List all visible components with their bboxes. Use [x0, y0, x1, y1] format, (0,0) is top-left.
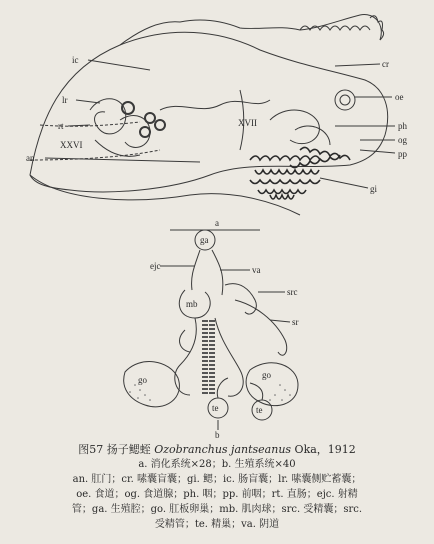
caption-line-3: an. 肛门；cr. 嗉囊盲囊；gi. 鳃；ic. 肠盲囊；lr. 嗉囊侧贮蓄囊； [72, 474, 362, 485]
label-go-left: go [138, 375, 147, 385]
digestive-system-drawing [30, 15, 395, 215]
caption-title-latin: Ozobranchus jantseanus [154, 443, 292, 456]
label-ejc: ejc [150, 261, 161, 271]
label-ph: ph [398, 121, 407, 131]
caption-line-4: oe. 食道；og. 食道腺；ph. 咽；pp. 前咽；rt. 直肠；ejc. 射精 [76, 489, 358, 500]
caption-line-2: a. 消化系统×28；b. 生殖系统×40 [138, 459, 296, 470]
label-xxvi: XXVI [60, 140, 83, 150]
panel-a-label: a [215, 218, 219, 228]
panel-b-label: b [215, 430, 220, 440]
label-cr: cr [382, 59, 389, 69]
label-og: og [398, 135, 407, 145]
label-lr: lr [62, 95, 68, 105]
label-va: va [252, 265, 261, 275]
label-te-right: te [256, 405, 263, 415]
label-gi: gi [370, 184, 378, 194]
label-sr: sr [292, 317, 299, 327]
label-mb: mb [186, 299, 198, 309]
label-xvii: XVII [238, 118, 257, 128]
label-pp: pp [398, 149, 407, 159]
caption-title-suffix: Oka，1912 [291, 443, 356, 456]
label-an: an [26, 153, 35, 163]
label-te-left: te [212, 403, 219, 413]
label-ic: ic [72, 55, 79, 65]
caption-title [0, 442, 434, 457]
label-go-right: go [262, 370, 271, 380]
caption-line-6: 受精管；te. 精巢；va. 阴道 [154, 519, 280, 530]
label-src: src [287, 287, 298, 297]
label-rt: rt [58, 121, 64, 131]
caption-title-prefix: 图57 扬子鳃蛭 [78, 443, 151, 456]
figure-caption [0, 442, 434, 532]
label-oe: oe [395, 92, 404, 102]
caption-line-5: 管；ga. 生殖腔；go. 肛板卵巢；mb. 肌肉球；src. 受精囊；src. [71, 504, 363, 515]
label-ga: ga [200, 235, 209, 245]
